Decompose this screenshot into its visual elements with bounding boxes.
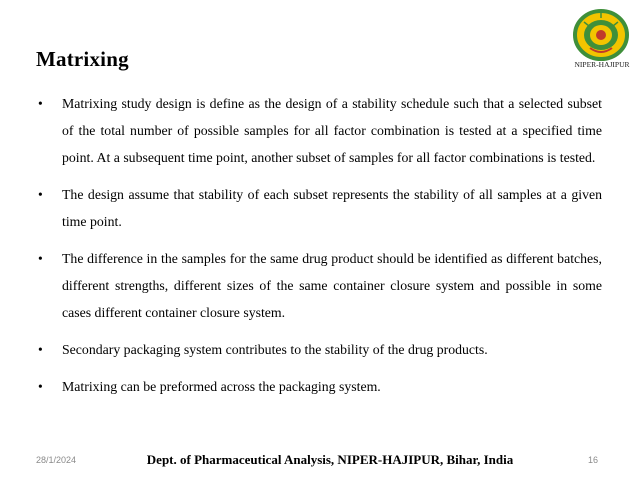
bullet-item	[36, 90, 602, 171]
bullet-item	[36, 245, 602, 326]
bullet-marker: •	[38, 251, 43, 266]
bullet-text: The difference in the samples for the same drug product should be identified as different batches, different strengths, different sizes of the same container closure system and possible in some cases different container closure system.	[62, 251, 602, 320]
slide-title: Matrixing	[36, 47, 129, 71]
bullet-marker: •	[38, 187, 43, 202]
bullet-item	[36, 336, 602, 363]
footer-department: Dept. of Pharmaceutical Analysis, NIPER-HAJIPUR, Bihar, India	[146, 452, 514, 467]
footer-page-number: 16	[588, 455, 599, 465]
bullet-text: Secondary packaging system contributes to the stability of the drug products.	[62, 342, 488, 357]
bullet-text: Matrixing can be preformed across the packaging system.	[62, 379, 381, 394]
bullet-marker: •	[38, 342, 43, 357]
bullet-list	[36, 90, 602, 410]
bullet-text: Matrixing study design is define as the design of a stability schedule such that a selected subset of the total number of possible samples for all factor combination is tested at a specified time point. At a subsequent time point, another subset of samples for all factor combinations is tested.	[62, 96, 602, 165]
footer-date: 28/1/2024	[36, 455, 77, 465]
bullet-marker: •	[38, 96, 43, 111]
logo-caption: NIPER-HAJIPUR	[574, 60, 630, 69]
bullet-item	[36, 181, 602, 235]
bullet-item	[36, 373, 602, 400]
bullet-marker: •	[38, 379, 43, 394]
bullet-text: The design assume that stability of each subset represents the stability of all samples at a given time point.	[62, 187, 602, 229]
